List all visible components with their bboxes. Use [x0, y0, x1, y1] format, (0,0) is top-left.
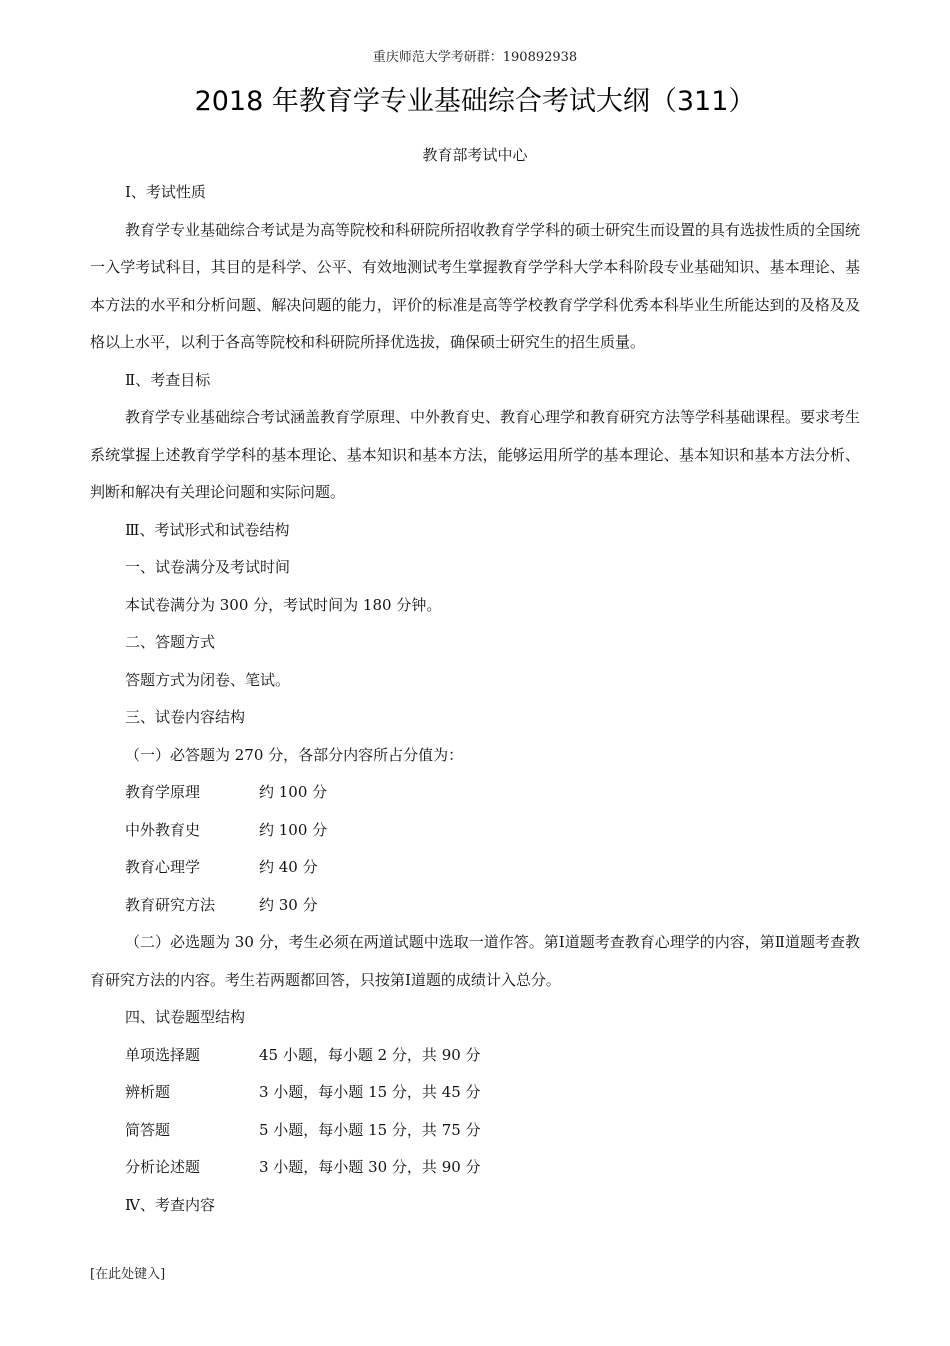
paragraph-required-questions: （一）必答题为 270 分，各部分内容所占分值为： — [125, 745, 464, 764]
score-value: 约 100 分 — [259, 783, 328, 801]
document-title: 2018 年教育学专业基础综合考试大纲（311） — [194, 86, 756, 117]
paragraph-score-and-time: 本试卷满分为 300 分，考试时间为 180 分钟。 — [125, 595, 442, 614]
score-table — [90, 774, 860, 924]
subheading-content-structure: 三、试卷内容结构 — [125, 708, 246, 726]
score-subject: 教育心理学 — [125, 858, 201, 876]
question-type-name: 简答题 — [125, 1120, 171, 1139]
subheading-answer-method: 二、答题方式 — [125, 633, 216, 651]
issuer: 教育部考试中心 — [422, 146, 528, 164]
score-row — [90, 887, 860, 925]
question-type-detail: 3 小题，每小题 15 分，共 45 分 — [259, 1083, 481, 1101]
question-type-row — [90, 1074, 860, 1112]
question-type-row — [90, 1149, 860, 1187]
question-type-name: 辨析题 — [125, 1083, 171, 1101]
paragraph-exam-nature: 教育学专业基础综合考试是为高等院校和科研院所招收教育学学科的硕士研究生而设置的具有选拔性质的全国统一入学考试科目，其目的是科学、公平、有效地测试考生掌握教育学学科大学本科阶段专业基础知识、基本理论、基本方法的水平和分析问题、解决问题的能力，评价的标准是高等学校教育学学科优秀本科毕业生所能达到的及格及及格以上水平，以利于各高等院校和科研院所择优选拔，确保硕士研究生的招生质量。 — [90, 220, 861, 351]
section-heading-exam-format: Ⅲ、考试形式和试卷结构 — [125, 520, 290, 539]
score-row — [90, 812, 860, 850]
section-heading-exam-objectives: Ⅱ、考查目标 — [125, 370, 211, 389]
subheading-score-and-time: 一、试卷满分及考试时间 — [125, 558, 291, 576]
paragraph-answer-method: 答题方式为闭卷、笔试。 — [125, 670, 291, 689]
header-note: 重庆师范大学考研群：190892938 — [372, 50, 578, 65]
score-value: 约 40 分 — [259, 858, 318, 876]
score-value: 约 30 分 — [259, 895, 318, 914]
paragraph-exam-objectives: 教育学专业基础综合考试涵盖教育学原理、中外教育史、教育心理学和教育研究方法等学科基础课程。要求考生系统掌握上述教育学学科的基本理论、基本知识和基本方法，能够运用所学的基本理论、基本知识和基本方法分析、判断和解决有关理论问题和实际问题。 — [90, 408, 861, 501]
score-subject: 教育研究方法 — [125, 895, 216, 914]
section-heading-exam-nature: Ⅰ、考试性质 — [125, 183, 206, 201]
question-type-row — [90, 1037, 860, 1075]
score-subject: 中外教育史 — [125, 820, 201, 839]
subheading-question-types: 四、试卷题型结构 — [125, 1008, 246, 1026]
score-value: 约 100 分 — [259, 820, 328, 839]
footer-placeholder[interactable]: [在此处键入] — [90, 1267, 166, 1282]
document-body — [90, 174, 860, 1224]
question-type-detail: 3 小题，每小题 30 分，共 90 分 — [259, 1158, 481, 1176]
question-type-detail: 5 小题，每小题 15 分，共 75 分 — [259, 1120, 481, 1139]
score-subject: 教育学原理 — [125, 783, 201, 801]
question-type-table — [90, 1037, 860, 1187]
question-type-detail: 45 小题，每小题 2 分，共 90 分 — [259, 1045, 481, 1064]
section-heading-exam-content: Ⅳ、考查内容 — [125, 1195, 215, 1214]
score-row — [90, 849, 860, 887]
question-type-name: 单项选择题 — [125, 1045, 201, 1064]
question-type-row — [90, 1112, 860, 1150]
paragraph-optional-questions: （二）必选题为 30 分，考生必须在两道试题中选取一道作答。第Ⅰ道题考查教育心理学的内容，第Ⅱ道题考查教育研究方法的内容。考生若两题都回答，只按第Ⅰ道题的成绩计入总分。 — [90, 933, 860, 989]
question-type-name: 分析论述题 — [125, 1158, 201, 1176]
score-row — [90, 774, 860, 812]
